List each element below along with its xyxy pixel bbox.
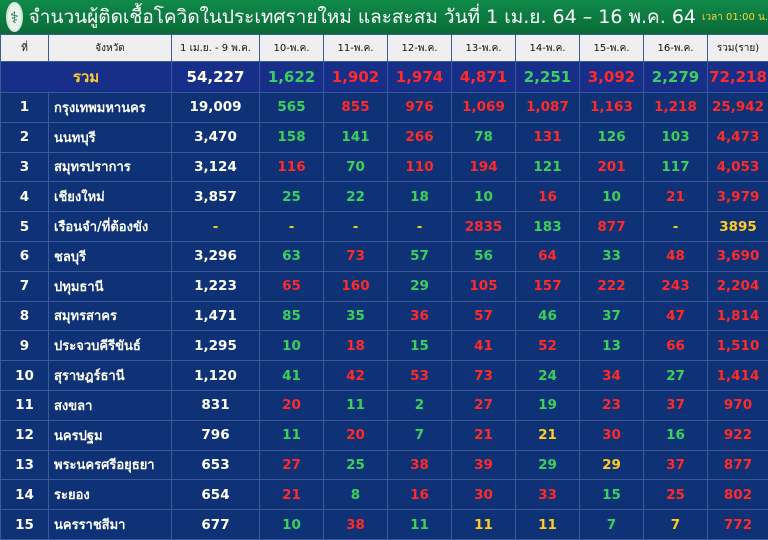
- cell-value: 970: [708, 390, 768, 420]
- row-number: 3: [1, 152, 49, 182]
- table-row: [1, 480, 768, 510]
- table-row: [1, 152, 768, 182]
- table-row: [1, 212, 768, 242]
- cell-value: 1,120: [172, 361, 260, 391]
- cell-value: 10: [452, 182, 516, 212]
- cell-value: 677: [172, 510, 260, 540]
- cell-value: 877: [708, 450, 768, 480]
- cell-value: 20: [324, 420, 388, 450]
- cell-value: 1,414: [708, 361, 768, 391]
- cell-value: 121: [516, 152, 580, 182]
- cell-value: 27: [260, 450, 324, 480]
- cell-value: 7: [644, 510, 708, 540]
- cell-value: 141: [324, 122, 388, 152]
- cell-value: 85: [260, 301, 324, 331]
- cell-value: 201: [580, 152, 644, 182]
- cell-value: 157: [516, 271, 580, 301]
- cell-value: 19: [516, 390, 580, 420]
- table-row: [1, 301, 768, 331]
- cell-value: 39: [452, 450, 516, 480]
- cell-value: 20: [260, 390, 324, 420]
- cell-value: 11: [260, 420, 324, 450]
- cell-value: 8: [324, 480, 388, 510]
- cell-value: 30: [452, 480, 516, 510]
- cell-value: 11: [452, 510, 516, 540]
- cell-value: 25,942: [708, 93, 768, 123]
- row-number: 2: [1, 122, 49, 152]
- cell-value: 35: [324, 301, 388, 331]
- cell-value: 16: [644, 420, 708, 450]
- cell-value: 34: [580, 361, 644, 391]
- cell-value: 78: [452, 122, 516, 152]
- cell-value: 1,471: [172, 301, 260, 331]
- row-number: 10: [1, 361, 49, 391]
- cell-value: 11: [388, 510, 452, 540]
- cell-value: 855: [324, 93, 388, 123]
- cell-value: 10: [260, 510, 324, 540]
- province-name: ชลบุรี: [49, 241, 172, 271]
- cell-value: 52: [516, 331, 580, 361]
- cell-value: 3,470: [172, 122, 260, 152]
- ministry-logo-icon: ⚕: [6, 2, 23, 32]
- cell-value: 116: [260, 152, 324, 182]
- cell-value: 21: [644, 182, 708, 212]
- column-header: 13-พ.ค.: [452, 35, 516, 62]
- row-number: 8: [1, 301, 49, 331]
- cell-value: 1,814: [708, 301, 768, 331]
- row-number: 12: [1, 420, 49, 450]
- cell-value: 1,295: [172, 331, 260, 361]
- cell-value: 103: [644, 122, 708, 152]
- column-header: 11-พ.ค.: [324, 35, 388, 62]
- cell-value: 2835: [452, 212, 516, 242]
- cell-value: 38: [388, 450, 452, 480]
- cell-value: 54,227: [172, 62, 260, 93]
- cell-value: 243: [644, 271, 708, 301]
- cell-value: 922: [708, 420, 768, 450]
- cell-value: 37: [644, 450, 708, 480]
- cell-value: 10: [260, 331, 324, 361]
- table-row: [1, 510, 768, 540]
- cell-value: 29: [388, 271, 452, 301]
- table-row: [1, 241, 768, 271]
- cell-value: 4,473: [708, 122, 768, 152]
- cell-value: 57: [388, 241, 452, 271]
- cell-value: 183: [516, 212, 580, 242]
- cell-value: 2,251: [516, 62, 580, 93]
- cell-value: 1,510: [708, 331, 768, 361]
- row-number: 15: [1, 510, 49, 540]
- table-row: [1, 182, 768, 212]
- cell-value: 1,069: [452, 93, 516, 123]
- cell-value: 16: [388, 480, 452, 510]
- cell-value: 16: [516, 182, 580, 212]
- cell-value: 802: [708, 480, 768, 510]
- cell-value: 36: [388, 301, 452, 331]
- province-name: ระยอง: [49, 480, 172, 510]
- row-number: 4: [1, 182, 49, 212]
- cell-value: 194: [452, 152, 516, 182]
- column-header: 14-พ.ค.: [516, 35, 580, 62]
- table-row: [1, 390, 768, 420]
- total-label: รวม: [1, 62, 172, 93]
- cell-value: 15: [388, 331, 452, 361]
- cell-value: 3,092: [580, 62, 644, 93]
- row-number: 7: [1, 271, 49, 301]
- cell-value: 47: [644, 301, 708, 331]
- cell-value: 27: [644, 361, 708, 391]
- row-number: 6: [1, 241, 49, 271]
- cell-value: 3,296: [172, 241, 260, 271]
- cell-value: 1,087: [516, 93, 580, 123]
- province-name: สงขลา: [49, 390, 172, 420]
- column-header: 12-พ.ค.: [388, 35, 452, 62]
- table-header-row: [1, 35, 768, 62]
- cell-value: 66: [644, 331, 708, 361]
- cell-value: 160: [324, 271, 388, 301]
- cell-value: 19,009: [172, 93, 260, 123]
- table-row: [1, 420, 768, 450]
- cell-value: 11: [324, 390, 388, 420]
- cell-value: -: [260, 212, 324, 242]
- province-name: กรุงเทพมหานคร: [49, 93, 172, 123]
- cell-value: 131: [516, 122, 580, 152]
- cell-value: 796: [172, 420, 260, 450]
- cell-value: 126: [580, 122, 644, 152]
- column-header: 10-พ.ค.: [260, 35, 324, 62]
- cell-value: -: [644, 212, 708, 242]
- cell-value: 1,902: [324, 62, 388, 93]
- cell-value: 3,979: [708, 182, 768, 212]
- cell-value: 63: [260, 241, 324, 271]
- cell-value: 7: [388, 420, 452, 450]
- province-name: ปทุมธานี: [49, 271, 172, 301]
- cell-value: 831: [172, 390, 260, 420]
- cell-value: 37: [644, 390, 708, 420]
- cell-value: 222: [580, 271, 644, 301]
- cell-value: 33: [580, 241, 644, 271]
- column-header: รวม(ราย): [708, 35, 768, 62]
- table-row: [1, 122, 768, 152]
- cell-value: 3,857: [172, 182, 260, 212]
- cell-value: 18: [324, 331, 388, 361]
- cell-value: 105: [452, 271, 516, 301]
- covid-cases-table: [0, 34, 768, 540]
- cell-value: 3895: [708, 212, 768, 242]
- province-name: ประจวบคีรีขันธ์: [49, 331, 172, 361]
- column-header: ที่: [1, 35, 49, 62]
- table-row: [1, 450, 768, 480]
- table-row: [1, 361, 768, 391]
- row-number: 11: [1, 390, 49, 420]
- cell-value: 33: [516, 480, 580, 510]
- province-name: เชียงใหม่: [49, 182, 172, 212]
- cell-value: 1,974: [388, 62, 452, 93]
- cell-value: 976: [388, 93, 452, 123]
- cell-value: 25: [260, 182, 324, 212]
- cell-value: 29: [580, 450, 644, 480]
- cell-value: 41: [260, 361, 324, 391]
- cell-value: 10: [580, 182, 644, 212]
- cell-value: 7: [580, 510, 644, 540]
- province-name: นครราชสีมา: [49, 510, 172, 540]
- cell-value: 21: [452, 420, 516, 450]
- province-name: เรือนจำ/ที่ต้องขัง: [49, 212, 172, 242]
- cell-value: 21: [260, 480, 324, 510]
- cell-value: -: [388, 212, 452, 242]
- column-header: 16-พ.ค.: [644, 35, 708, 62]
- cell-value: 24: [516, 361, 580, 391]
- cell-value: 65: [260, 271, 324, 301]
- cell-value: 18: [388, 182, 452, 212]
- cell-value: 13: [580, 331, 644, 361]
- row-number: 14: [1, 480, 49, 510]
- province-name: พระนครศรีอยุธยา: [49, 450, 172, 480]
- cell-value: 1,218: [644, 93, 708, 123]
- cell-value: 772: [708, 510, 768, 540]
- cell-value: 158: [260, 122, 324, 152]
- cell-value: 56: [452, 241, 516, 271]
- cell-value: 1,163: [580, 93, 644, 123]
- cell-value: 117: [644, 152, 708, 182]
- cell-value: 3,690: [708, 241, 768, 271]
- cell-value: 565: [260, 93, 324, 123]
- cell-value: 877: [580, 212, 644, 242]
- province-name: สุราษฎร์ธานี: [49, 361, 172, 391]
- province-name: นครปฐม: [49, 420, 172, 450]
- update-time: เวลา 01:00 น.: [702, 10, 768, 25]
- cell-value: 72,218: [708, 62, 768, 93]
- cell-value: 22: [324, 182, 388, 212]
- cell-value: 2: [388, 390, 452, 420]
- title-banner: [0, 0, 768, 34]
- province-name: สมุทรสาคร: [49, 301, 172, 331]
- page-title: จำนวนผู้ติดเชื้อโควิดในประเทศรายใหม่ และสะสม วันที่ 1 เม.ย. 64 – 16 พ.ค. 64: [29, 2, 696, 32]
- table-row: [1, 331, 768, 361]
- cell-value: 15: [580, 480, 644, 510]
- cell-value: 41: [452, 331, 516, 361]
- cell-value: 2,204: [708, 271, 768, 301]
- cell-value: 653: [172, 450, 260, 480]
- cell-value: -: [324, 212, 388, 242]
- cell-value: 4,053: [708, 152, 768, 182]
- cell-value: 42: [324, 361, 388, 391]
- table-row: [1, 271, 768, 301]
- cell-value: 4,871: [452, 62, 516, 93]
- cell-value: 266: [388, 122, 452, 152]
- column-header: 15-พ.ค.: [580, 35, 644, 62]
- cell-value: 73: [452, 361, 516, 391]
- cell-value: 37: [580, 301, 644, 331]
- row-number: 13: [1, 450, 49, 480]
- cell-value: -: [172, 212, 260, 242]
- cell-value: 3,124: [172, 152, 260, 182]
- cell-value: 30: [580, 420, 644, 450]
- cell-value: 110: [388, 152, 452, 182]
- cell-value: 21: [516, 420, 580, 450]
- cell-value: 1,223: [172, 271, 260, 301]
- cell-value: 2,279: [644, 62, 708, 93]
- cell-value: 48: [644, 241, 708, 271]
- cell-value: 38: [324, 510, 388, 540]
- cell-value: 1,622: [260, 62, 324, 93]
- cell-value: 25: [324, 450, 388, 480]
- column-header: 1 เม.ย. - 9 พ.ค.: [172, 35, 260, 62]
- province-name: สมุทรปราการ: [49, 152, 172, 182]
- cell-value: 25: [644, 480, 708, 510]
- cell-value: 29: [516, 450, 580, 480]
- cell-value: 27: [452, 390, 516, 420]
- cell-value: 654: [172, 480, 260, 510]
- cell-value: 23: [580, 390, 644, 420]
- table-row: [1, 93, 768, 123]
- cell-value: 53: [388, 361, 452, 391]
- province-name: นนทบุรี: [49, 122, 172, 152]
- cell-value: 64: [516, 241, 580, 271]
- cell-value: 73: [324, 241, 388, 271]
- row-number: 5: [1, 212, 49, 242]
- row-number: 9: [1, 331, 49, 361]
- cell-value: 46: [516, 301, 580, 331]
- column-header: จังหวัด: [49, 35, 172, 62]
- row-number: 1: [1, 93, 49, 123]
- cell-value: 57: [452, 301, 516, 331]
- cell-value: 70: [324, 152, 388, 182]
- cell-value: 11: [516, 510, 580, 540]
- total-row: [1, 62, 768, 93]
